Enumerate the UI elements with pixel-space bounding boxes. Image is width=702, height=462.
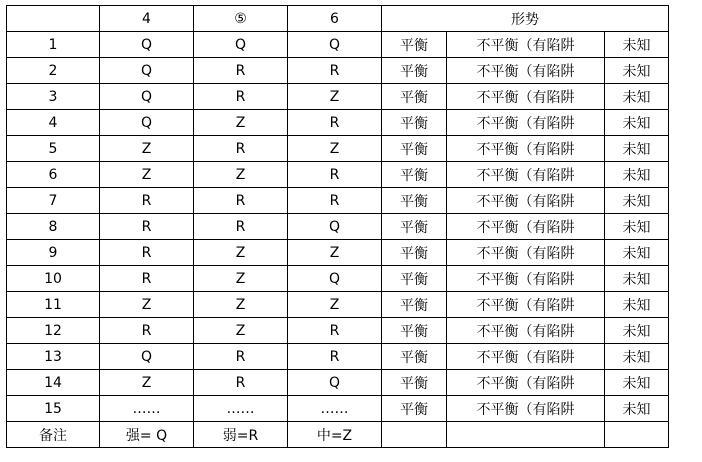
col-5-value: R (194, 136, 288, 162)
situation-table (6, 5, 669, 448)
header-blank-cell (7, 6, 100, 32)
table-row (7, 84, 669, 110)
col-4-value: Z (100, 162, 194, 188)
table-row (7, 292, 669, 318)
col-5-value: Z (194, 292, 288, 318)
unbalanced-cell: 不平衡（有陷阱 (447, 240, 605, 266)
col-5-value: Z (194, 110, 288, 136)
row-number: 5 (7, 136, 100, 162)
balanced-cell: 平衡 (382, 58, 447, 84)
row-number: 7 (7, 188, 100, 214)
balanced-cell: 平衡 (382, 292, 447, 318)
balanced-cell: 平衡 (382, 214, 447, 240)
col-4-value: Z (100, 292, 194, 318)
row-number: 14 (7, 370, 100, 396)
col-4-value: R (100, 214, 194, 240)
table-row (7, 370, 669, 396)
unknown-cell: 未知 (605, 344, 669, 370)
remark-empty-cell (447, 422, 605, 448)
unbalanced-cell: 不平衡（有陷阱 (447, 318, 605, 344)
header-col-4: 4 (100, 6, 194, 32)
remark-medium: 中=Z (288, 422, 382, 448)
col-6-value: Q (288, 214, 382, 240)
balanced-cell: 平衡 (382, 370, 447, 396)
unknown-cell: 未知 (605, 136, 669, 162)
balanced-cell: 平衡 (382, 32, 447, 58)
unbalanced-cell: 不平衡（有陷阱 (447, 136, 605, 162)
col-4-value: …… (100, 396, 194, 422)
col-6-value: R (288, 344, 382, 370)
col-6-value: Q (288, 370, 382, 396)
header-row (7, 6, 669, 32)
col-6-value: Q (288, 32, 382, 58)
row-number: 9 (7, 240, 100, 266)
unbalanced-cell: 不平衡（有陷阱 (447, 162, 605, 188)
col-5-value: Z (194, 240, 288, 266)
col-5-value: R (194, 214, 288, 240)
col-6-value: Z (288, 292, 382, 318)
balanced-cell: 平衡 (382, 110, 447, 136)
row-number: 2 (7, 58, 100, 84)
col-6-value: …… (288, 396, 382, 422)
table-row (7, 240, 669, 266)
col-6-value: Z (288, 84, 382, 110)
col-4-value: Q (100, 84, 194, 110)
table-row (7, 110, 669, 136)
row-number: 13 (7, 344, 100, 370)
unbalanced-cell: 不平衡（有陷阱 (447, 214, 605, 240)
row-number: 1 (7, 32, 100, 58)
balanced-cell: 平衡 (382, 344, 447, 370)
unbalanced-cell: 不平衡（有陷阱 (447, 84, 605, 110)
col-4-value: R (100, 266, 194, 292)
col-5-value: Z (194, 266, 288, 292)
row-number: 12 (7, 318, 100, 344)
table-row (7, 162, 669, 188)
remark-empty-cell (382, 422, 447, 448)
unknown-cell: 未知 (605, 370, 669, 396)
unknown-cell: 未知 (605, 58, 669, 84)
table-row (7, 32, 669, 58)
unknown-cell: 未知 (605, 188, 669, 214)
col-5-value: R (194, 188, 288, 214)
col-4-value: R (100, 240, 194, 266)
remark-label: 备注 (7, 422, 100, 448)
remark-weak: 弱=R (194, 422, 288, 448)
header-situation: 形势 (382, 6, 669, 32)
col-4-value: Q (100, 344, 194, 370)
balanced-cell: 平衡 (382, 188, 447, 214)
col-5-value: …… (194, 396, 288, 422)
col-5-value: R (194, 84, 288, 110)
col-6-value: R (288, 58, 382, 84)
unknown-cell: 未知 (605, 240, 669, 266)
balanced-cell: 平衡 (382, 396, 447, 422)
col-5-value: R (194, 58, 288, 84)
col-5-value: Q (194, 32, 288, 58)
balanced-cell: 平衡 (382, 136, 447, 162)
unknown-cell: 未知 (605, 214, 669, 240)
col-4-value: Z (100, 136, 194, 162)
unknown-cell: 未知 (605, 32, 669, 58)
col-5-value: R (194, 344, 288, 370)
row-number: 8 (7, 214, 100, 240)
col-6-value: Q (288, 266, 382, 292)
balanced-cell: 平衡 (382, 266, 447, 292)
col-6-value: R (288, 110, 382, 136)
remark-row (7, 422, 669, 448)
row-number: 10 (7, 266, 100, 292)
unbalanced-cell: 不平衡（有陷阱 (447, 58, 605, 84)
unbalanced-cell: 不平衡（有陷阱 (447, 396, 605, 422)
table-row (7, 266, 669, 292)
col-5-value: Z (194, 318, 288, 344)
header-col-6: 6 (288, 6, 382, 32)
col-4-value: R (100, 188, 194, 214)
unbalanced-cell: 不平衡（有陷阱 (447, 110, 605, 136)
unbalanced-cell: 不平衡（有陷阱 (447, 370, 605, 396)
row-number: 6 (7, 162, 100, 188)
row-number: 3 (7, 84, 100, 110)
table-row (7, 136, 669, 162)
col-5-value: R (194, 370, 288, 396)
col-6-value: R (288, 318, 382, 344)
unknown-cell: 未知 (605, 292, 669, 318)
unbalanced-cell: 不平衡（有陷阱 (447, 292, 605, 318)
table-row (7, 58, 669, 84)
col-6-value: Z (288, 240, 382, 266)
unbalanced-cell: 不平衡（有陷阱 (447, 188, 605, 214)
balanced-cell: 平衡 (382, 240, 447, 266)
col-4-value: Q (100, 32, 194, 58)
col-5-value: Z (194, 162, 288, 188)
table-row (7, 188, 669, 214)
row-number: 15 (7, 396, 100, 422)
unknown-cell: 未知 (605, 162, 669, 188)
table-row (7, 396, 669, 422)
remark-strong: 强= Q (100, 422, 194, 448)
remark-empty-cell (605, 422, 669, 448)
col-6-value: Z (288, 136, 382, 162)
header-col-5: ⑤ (194, 6, 288, 32)
row-number: 11 (7, 292, 100, 318)
row-number: 4 (7, 110, 100, 136)
col-4-value: R (100, 318, 194, 344)
balanced-cell: 平衡 (382, 84, 447, 110)
unknown-cell: 未知 (605, 266, 669, 292)
unknown-cell: 未知 (605, 110, 669, 136)
col-4-value: Q (100, 110, 194, 136)
col-4-value: Q (100, 58, 194, 84)
table-row (7, 344, 669, 370)
table-row (7, 318, 669, 344)
col-6-value: R (288, 162, 382, 188)
balanced-cell: 平衡 (382, 318, 447, 344)
unknown-cell: 未知 (605, 84, 669, 110)
balanced-cell: 平衡 (382, 162, 447, 188)
unknown-cell: 未知 (605, 396, 669, 422)
col-6-value: R (288, 188, 382, 214)
table-row (7, 214, 669, 240)
unknown-cell: 未知 (605, 318, 669, 344)
unbalanced-cell: 不平衡（有陷阱 (447, 266, 605, 292)
unbalanced-cell: 不平衡（有陷阱 (447, 344, 605, 370)
unbalanced-cell: 不平衡（有陷阱 (447, 32, 605, 58)
col-4-value: Z (100, 370, 194, 396)
